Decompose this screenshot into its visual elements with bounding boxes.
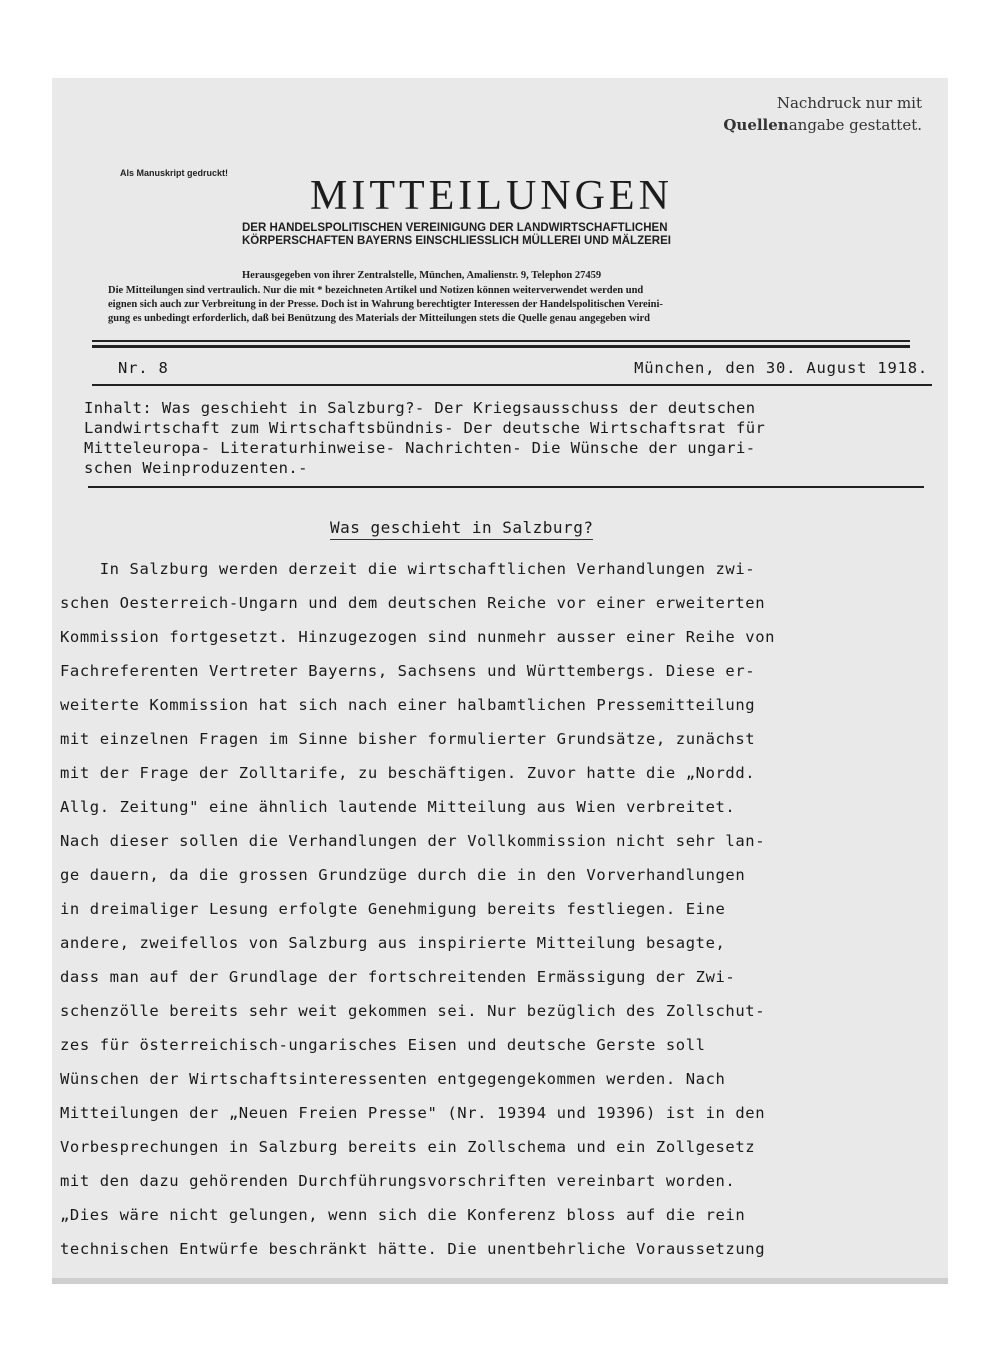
article-line: dass man auf der Grundlage der fortschreitenden Ermässigung der Zwi- (60, 968, 736, 986)
subtitle-line-1: DER HANDELSPOLITISCHEN VEREINIGUNG DER LANDWIRTSCHAFTLICHEN (242, 222, 668, 234)
article-line: ge dauern, da die grossen Grundzüge durch die in den Vorverhandlungen (60, 866, 746, 884)
reprint-stamp (723, 92, 922, 136)
article-line: schen Oesterreich-Ungarn und dem deutschen Reiche vor einer erweiterten (60, 594, 766, 612)
table-of-contents (84, 398, 934, 478)
confidentiality-line: Die Mitteilungen sind vertraulich. Nur die mit * bezeichneten Artikel und Notizen können weiterverwendet werden und (108, 285, 644, 296)
document-page (52, 78, 948, 1284)
header-rule-thick (92, 345, 910, 348)
article-line: technischen Entwürfe beschränkt hätte. Die unentbehrliche Voraussetzung (60, 1240, 766, 1258)
confidentiality-line: eignen sich auch zur Verbreitung in der Presse. Doch ist in Wahrung berechtigter Interessen der Handelspolitischen Vereini- (108, 299, 663, 310)
article-line: in dreimaliger Lesung erfolgte Genehmigung bereits festliegen. Eine (60, 900, 726, 918)
article-line: Vorbesprechungen in Salzburg bereits ein Zollschema und ein Zollgesetz (60, 1138, 756, 1156)
article-line: zes für österreichisch-ungarisches Eisen und deutsche Gerste soll (60, 1036, 706, 1054)
subtitle-line-2: KÖRPERSCHAFTEN BAYERNS EINSCHLIESSLICH MÜLLEREI UND MÄLZEREI (242, 235, 671, 247)
confidentiality-notice (108, 284, 908, 326)
article-line: „Dies wäre nicht gelungen, wenn sich die Konferenz bloss auf die rein (60, 1206, 746, 1224)
article-line: Nach dieser sollen die Verhandlungen der Vollkommission nicht sehr lan- (60, 832, 766, 850)
toc-line: schen Weinproduzenten.- (84, 459, 308, 477)
article-line: mit den dazu gehörenden Durchführungsvorschriften vereinbart worden. (60, 1172, 736, 1190)
article-line: Allg. Zeitung" eine ähnlich lautende Mitteilung aus Wien verbreitet. (60, 798, 736, 816)
issue-place-date: München, den 30. August 1918. (634, 359, 928, 377)
issue-number: Nr. 8 (118, 359, 169, 377)
article-line: Mitteilungen der „Neuen Freien Presse" (Nr. 19394 und 19396) ist in den (60, 1104, 766, 1122)
article-line: weiterte Kommission hat sich nach einer halbamtlichen Pressemitteilung (60, 696, 756, 714)
article-line: Kommission fortgesetzt. Hinzugezogen sind nunmehr ausser einer Reihe von (60, 628, 776, 646)
masthead-title: MITTEILUNGEN (310, 173, 673, 219)
toc-line: Landwirtschaft zum Wirtschaftsbündnis- Der deutsche Wirtschaftsrat für (84, 419, 766, 437)
masthead-subtitle (242, 222, 942, 248)
toc-rule (88, 486, 924, 488)
toc-line: Mitteleuropa- Literaturhinweise- Nachrichten- Die Wünsche der ungari- (84, 439, 756, 457)
issue-rule (92, 384, 932, 386)
stamp-line-2 (723, 114, 922, 136)
article-line: In Salzburg werden derzeit die wirtschaftlichen Verhandlungen zwi- (60, 560, 756, 578)
article-line: mit der Frage der Zolltarife, zu beschäftigen. Zuvor hatte die „Nordd. (60, 764, 756, 782)
article-line: mit einzelnen Fragen im Sinne bisher formulierter Grundsätze, zunächst (60, 730, 756, 748)
confidentiality-line: gung es unbedingt erforderlich, daß bei Benützung des Materials der Mitteilungen stets die Quelle genau angegeben wird (108, 313, 651, 324)
toc-line: Inhalt: Was geschieht in Salzburg?- Der Kriegsausschuss der deutschen (84, 399, 756, 417)
article-line: Wünschen der Wirtschaftsinteressenten entgegengekommen werden. Nach (60, 1070, 726, 1088)
stamp-line-2-rest: angabe gestattet. (788, 116, 922, 134)
article-line: Fachreferenten Vertreter Bayerns, Sachsens und Württembergs. Diese er- (60, 662, 756, 680)
article-title: Was geschieht in Salzburg? (330, 518, 593, 540)
article-line: andere, zweifellos von Salzburg aus inspirierte Mitteilung besagte, (60, 934, 726, 952)
publisher-line: Herausgegeben von ihrer Zentralstelle, München, Amalienstr. 9, Telephon 27459 (242, 270, 602, 281)
stamp-line-2-bold: Quellen (723, 116, 789, 134)
article-body (60, 552, 940, 1266)
stamp-line-1: Nachdruck nur mit (776, 94, 922, 112)
manuscript-note: Als Manuskript gedruckt! (119, 168, 229, 178)
issue-line (118, 359, 928, 381)
header-rule (92, 340, 910, 342)
article-line: schenzölle bereits sehr weit gekommen sei. Nur bezüglich des Zollschut- (60, 1002, 766, 1020)
